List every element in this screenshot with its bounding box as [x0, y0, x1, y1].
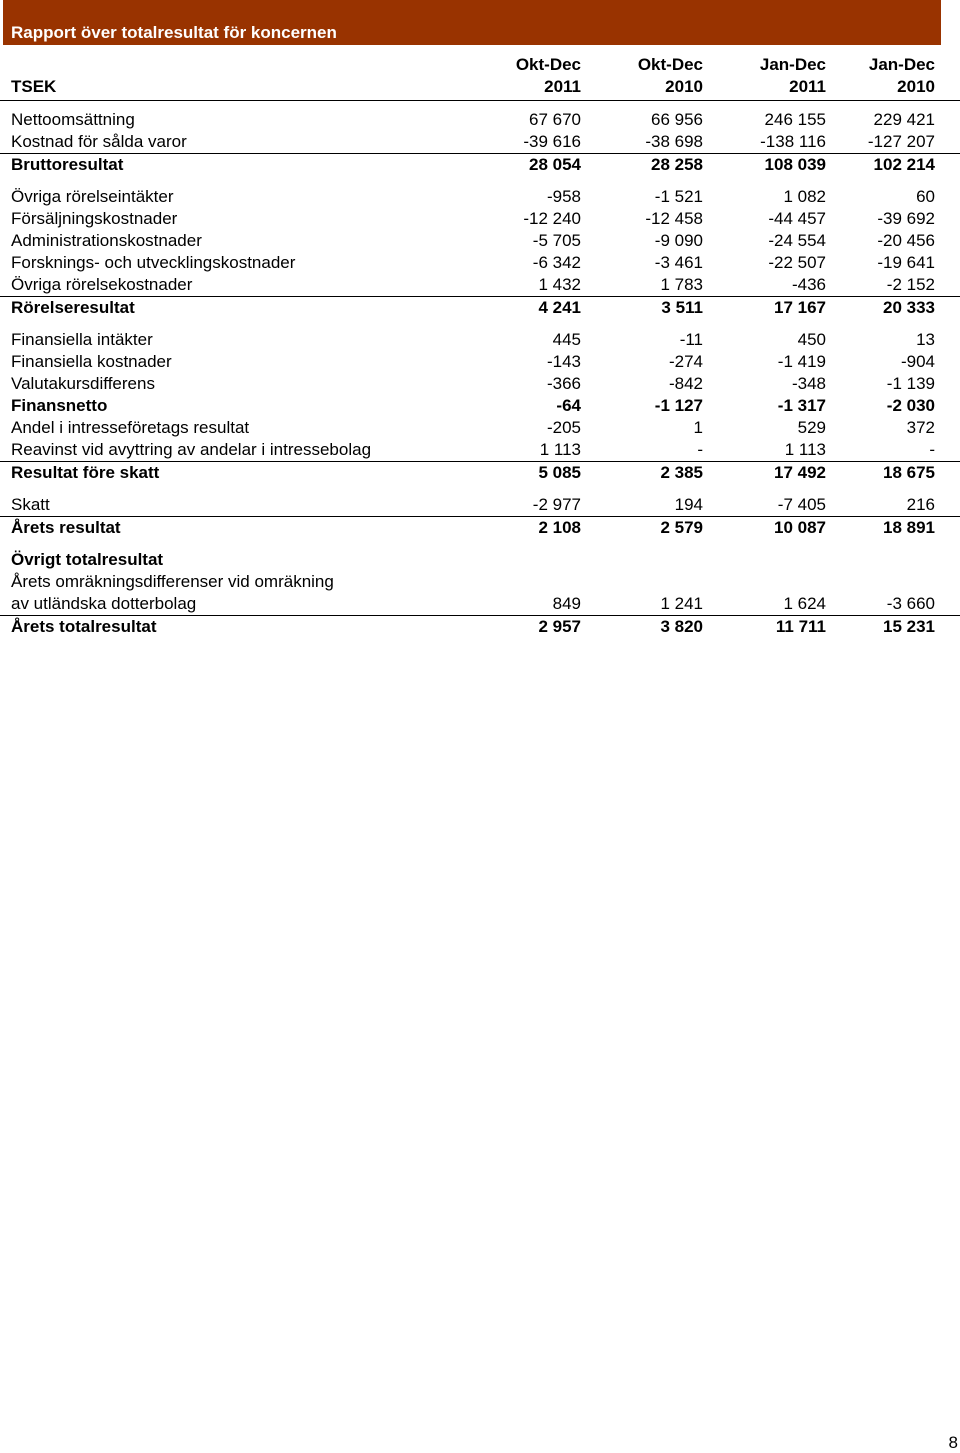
row-value: 1 241: [660, 594, 703, 613]
row-label: Reavinst vid avyttring av andelar i intressebolag: [11, 440, 372, 459]
row-value: 66 956: [651, 110, 703, 129]
col4-period: Jan-Dec: [868, 55, 935, 74]
row-value: 18 891: [883, 518, 935, 537]
row-value: -138 116: [760, 132, 826, 151]
row-value: 2 957: [538, 617, 581, 636]
unit-label: TSEK: [11, 77, 57, 96]
row-value: -7 405: [777, 495, 826, 514]
row-arets-resultat: [0, 517, 960, 539]
row-value: 1 783: [660, 275, 703, 294]
section-heading: Övrigt totalresultat: [11, 550, 164, 569]
col1-year: 2011: [544, 77, 581, 96]
row-valutakursdifferens: [0, 373, 960, 395]
row-value: -348: [791, 374, 826, 393]
row-value: -12 458: [645, 209, 703, 228]
row-label: Övriga rörelseintäkter: [11, 187, 174, 206]
row-value: -: [697, 440, 703, 459]
row-value: 2 108: [538, 518, 581, 537]
row-label: Finansnetto: [11, 396, 108, 415]
row-value: -436: [791, 275, 826, 294]
row-value: -44 457: [768, 209, 826, 228]
row-value: 20 333: [883, 298, 935, 317]
row-value: -274: [668, 352, 703, 371]
row-value: 2 579: [660, 518, 703, 537]
row-value: -2 152: [886, 275, 935, 294]
row-value: 2 385: [660, 463, 703, 482]
row-ovrigt-totalresultat: [0, 549, 960, 571]
row-value: -2 030: [886, 396, 935, 415]
report-title-banner: [3, 0, 941, 45]
row-value: 60: [916, 187, 935, 206]
row-forsaljningskostnader: [0, 208, 960, 230]
row-label: Rörelseresultat: [11, 298, 135, 317]
row-label: Nettoomsättning: [11, 110, 135, 129]
row-nettoomsattning: [0, 109, 960, 131]
row-value: 10 087: [774, 518, 826, 537]
row-value: 445: [552, 330, 581, 349]
row-value: 102 214: [873, 155, 935, 174]
row-value: 1 624: [783, 594, 826, 613]
row-label: Finansiella kostnader: [11, 352, 172, 371]
row-label: Bruttoresultat: [11, 155, 124, 174]
row-value: -1 139: [886, 374, 935, 393]
row-omrakningsdifferenser-line1: [0, 571, 960, 593]
row-bruttoresultat: [0, 154, 960, 176]
row-value: 529: [797, 418, 826, 437]
row-value: -1 521: [654, 187, 703, 206]
row-value: 1 432: [538, 275, 581, 294]
row-administrationskostnader: [0, 230, 960, 252]
row-skatt: [0, 494, 960, 517]
row-label: Skatt: [11, 495, 50, 514]
row-value: -1 127: [654, 396, 703, 415]
row-value: -5 705: [532, 231, 581, 250]
row-label: Försäljningskostnader: [11, 209, 178, 228]
row-label: Övriga rörelsekostnader: [11, 275, 193, 294]
row-kostnad-salda-varor: [0, 131, 960, 154]
row-label: av utländska dotterbolag: [11, 594, 197, 613]
row-value: 229 421: [873, 110, 935, 129]
row-forsknings-utvecklingskostnader: [0, 252, 960, 274]
col4-year: 2010: [897, 77, 935, 96]
row-value: -22 507: [768, 253, 826, 272]
row-value: 17 167: [774, 298, 826, 317]
row-andel-intresseforetag: [0, 417, 960, 439]
row-arets-totalresultat: [0, 616, 960, 638]
row-value: 3 511: [661, 298, 703, 317]
row-label: Andel i intresseföretags resultat: [11, 418, 250, 437]
row-value: 1: [693, 418, 703, 437]
report-title: Rapport över totalresultat för koncernen: [11, 23, 337, 42]
row-value: -2 977: [532, 495, 581, 514]
row-value: 194: [674, 495, 703, 514]
row-label: Forsknings- och utvecklingskostnader: [11, 253, 296, 272]
row-value: 13: [916, 330, 935, 349]
row-value: 18 675: [883, 463, 935, 482]
row-value: 28 258: [651, 155, 703, 174]
row-value: -39 616: [523, 132, 581, 151]
row-value: 246 155: [764, 110, 826, 129]
row-value: 1 113: [784, 440, 826, 459]
row-finansiella-kostnader: [0, 351, 960, 373]
row-value: -1 317: [777, 396, 826, 415]
row-label: Administrationskostnader: [11, 231, 202, 250]
row-finansiella-intakter: [0, 329, 960, 351]
row-value: 108 039: [764, 155, 826, 174]
row-value: 28 054: [529, 155, 581, 174]
row-value: -39 692: [877, 209, 935, 228]
row-omrakningsdifferenser: [0, 593, 960, 616]
row-ovriga-rorelseintakter: [0, 186, 960, 208]
row-ovriga-rorelsekostnader: [0, 274, 960, 297]
row-value: -64: [556, 396, 581, 415]
row-label: Årets totalresultat: [11, 617, 157, 636]
row-label: Årets resultat: [11, 518, 121, 537]
row-value: 15 231: [883, 617, 935, 636]
row-value: 4 241: [538, 298, 581, 317]
row-value: 1 113: [539, 440, 581, 459]
row-value: -6 342: [532, 253, 581, 272]
row-label: Finansiella intäkter: [11, 330, 153, 349]
row-value: -20 456: [877, 231, 935, 250]
row-value: -9 090: [654, 231, 703, 250]
row-value: -38 698: [645, 132, 703, 151]
row-value: -11: [679, 330, 703, 349]
row-value: 450: [797, 330, 826, 349]
row-rorelseresultat: [0, 297, 960, 319]
row-value: -3 660: [886, 594, 935, 613]
row-value: 849: [552, 594, 581, 613]
page-number: 8: [948, 1433, 958, 1452]
row-value: 372: [906, 418, 935, 437]
row-value: -: [929, 440, 935, 459]
row-value: -127 207: [867, 132, 935, 151]
row-value: 216: [906, 495, 935, 514]
col3-period: Jan-Dec: [759, 55, 826, 74]
col2-period: Okt-Dec: [637, 55, 703, 74]
row-value: -958: [546, 187, 581, 206]
row-finansnetto: [0, 395, 960, 417]
column-header: [0, 54, 960, 101]
col1-period: Okt-Dec: [515, 55, 581, 74]
row-value: -19 641: [877, 253, 935, 272]
row-value: 1 082: [783, 187, 826, 206]
col3-year: 2011: [789, 77, 826, 96]
row-value: -143: [546, 352, 581, 371]
row-value: 11 711: [775, 617, 826, 636]
row-value: -1 419: [777, 352, 826, 371]
row-value: 5 085: [538, 463, 581, 482]
row-value: -12 240: [523, 209, 581, 228]
row-value: -3 461: [654, 253, 703, 272]
row-label: Årets omräkningsdifferenser vid omräkning: [11, 572, 334, 591]
row-value: -842: [668, 374, 703, 393]
row-label: Kostnad för sålda varor: [11, 132, 187, 151]
row-value: -205: [546, 418, 581, 437]
row-value: 67 670: [529, 110, 581, 129]
row-value: 17 492: [774, 463, 826, 482]
col2-year: 2010: [665, 77, 703, 96]
row-label: Resultat före skatt: [11, 463, 160, 482]
row-value: 3 820: [660, 617, 703, 636]
row-value: -24 554: [768, 231, 826, 250]
row-value: -904: [900, 352, 935, 371]
row-label: Valutakursdifferens: [11, 374, 155, 393]
row-reavinst-avyttring: [0, 439, 960, 462]
row-value: -366: [546, 374, 581, 393]
row-resultat-fore-skatt: [0, 462, 960, 484]
